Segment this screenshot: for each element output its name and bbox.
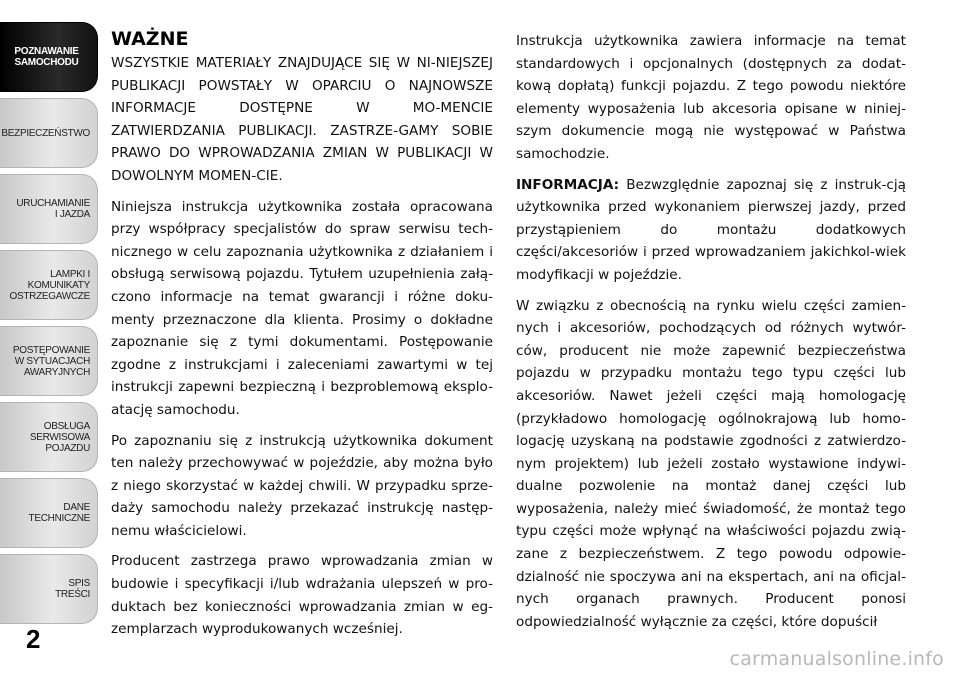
left-column [111,30,493,641]
tab-label: SPIS TREŚCI [55,578,90,600]
body-paragraph: Producent zastrzega prawo wprowadzania zmian w budowie i specyfikacji i/lub wdrażania ulepszeń w pro-duktach bez konieczności wprowadzania zmian w eg-zemplarzach wyprodukowanych wcześniej. [111,553,493,638]
page-number: 2 [26,624,41,654]
body-paragraph: Instrukcja użytkownika zawiera informacje na temat standardowych i opcjonalnych (dostępnych za dodat-kową dopłatą) funkcji pojazdu. Z tego powodu niektóre elementy wyposażenia lub akcesoria opisane w niniej-szym dokumencie mogą nie występować w Państwa samochodzie. [516,33,906,162]
body-paragraph: Niniejsza instrukcja użytkownika została opracowana przy współpracy specjalistów do spraw serwisu tech-nicznego w celu zapoznania użytkownika z działaniem i obsługą serwisową pojazdu. Tytułem uzupełnienia załą-czono informacje na temat gwarancji i różne doku-menty przeznaczone dla klienta. Prosimy o dokładne zapoznanie się z tymi dokumentami. Postępowanie zgodne z instrukcjami i zaleceniami zawartymi w tej instrukcji zapewni bezpieczną i bezproblemową eksplo-atację samochodu. [111,198,493,418]
body-paragraph: W związku z obecnością na rynku wielu części zamien-nych i akcesoriów, pochodzących od różnych wytwór-ców, producent nie może zapewnić bezpieczeństwa pojazdu w przypadku montażu tego typu części lub akcesoriów. Nawet jeżeli części mają homologację (przykładowo homologację ogólnokrajową lub homo-logację uzyskaną na podstawie zgodności z zatwierdzo-nym projektem) lub jeżeli zostało wystawione indywi-dualne pozwolenie na montaż danej części lub wyposażenia, należy mieć świadomość, że montaż tego typu części może wpłynąć na właściwości pojazdu zwią-zane z bezpieczeństwem. Z tego powodu odpowie-dzialność nie spoczywa ani na ekspertach, ani na oficjal-nych organach prawnych. Producent ponosi odpowiedzialność wyłącznie za części, które dopuścił [516,297,906,630]
tab-dane-techniczne[interactable] [0,478,98,548]
info-label: INFORMACJA: [516,176,620,193]
warning-paragraph: WSZYSTKIE MATERIAŁY ZNAJDUJĄCE SIĘ W NI-NIEJSZEJ PUBLIKACJI POWSTAŁY W OPARCIU O NAJNOWSZE INFORMACJE DOSTĘPNE W MO-MENCIE ZATWIERDZANIA PUBLIKACJI. ZASTRZE-GAMY SOBIE PRAWO DO WPROWADZANIA ZMIAN W PUBLIKACJI W DOWOLNYM MOMEN-CIE. [111,55,493,184]
tab-spis-tresci[interactable] [0,554,98,624]
tab-label: POSTĘPOWANIE W SYTUACJACH AWARYJNYCH [12,344,90,378]
tab-label: OBSŁUGA SERWISOWA POJAZDU [29,420,90,454]
info-paragraph [516,174,906,287]
body-paragraph: Po zapoznaniu się z instrukcją użytkownika dokument ten należy przechowywać w pojeździe, aby można było z niego skorzystać w każdej chwili. W przypadku sprze-daży samochodu należy przekazać instrukcję następ-nemu właścicielowi. [111,432,493,539]
tab-poznawanie-samochodu[interactable] [0,22,98,92]
tab-label: URUCHAMIANIE I JAZDA [16,198,90,220]
right-column [516,30,906,633]
tab-lampki-i-komunikaty[interactable] [0,250,98,320]
tab-label: POZNAWANIE SAMOCHODU [14,46,79,68]
tab-label: LAMPKI I KOMUNIKATY OSTRZEGAWCZE [9,268,90,302]
tab-label: BEZPIECZEŃSTWO [1,127,90,139]
section-heading: WAŻNE [111,28,189,50]
tab-postepowanie-awaryjne[interactable] [0,326,98,396]
tab-uruchamianie-i-jazda[interactable] [0,174,98,244]
tab-obsluga-serwisowa[interactable] [0,402,98,472]
tab-label: DANE TECHNICZNE [28,502,90,524]
watermark: carmanualsonline.info [729,648,944,670]
info-text: Bezwzględnie zapoznaj się z instruk-cją użytkownika przed wykonaniem pierwszej jazdy, przed przystąpieniem do montażu dodatkowych części/akcesoriów i przed wprowadzaniem jakichkol-wiek modyfikacji w pojeździe. [516,176,906,283]
tab-bezpieczenstwo[interactable] [0,98,98,168]
